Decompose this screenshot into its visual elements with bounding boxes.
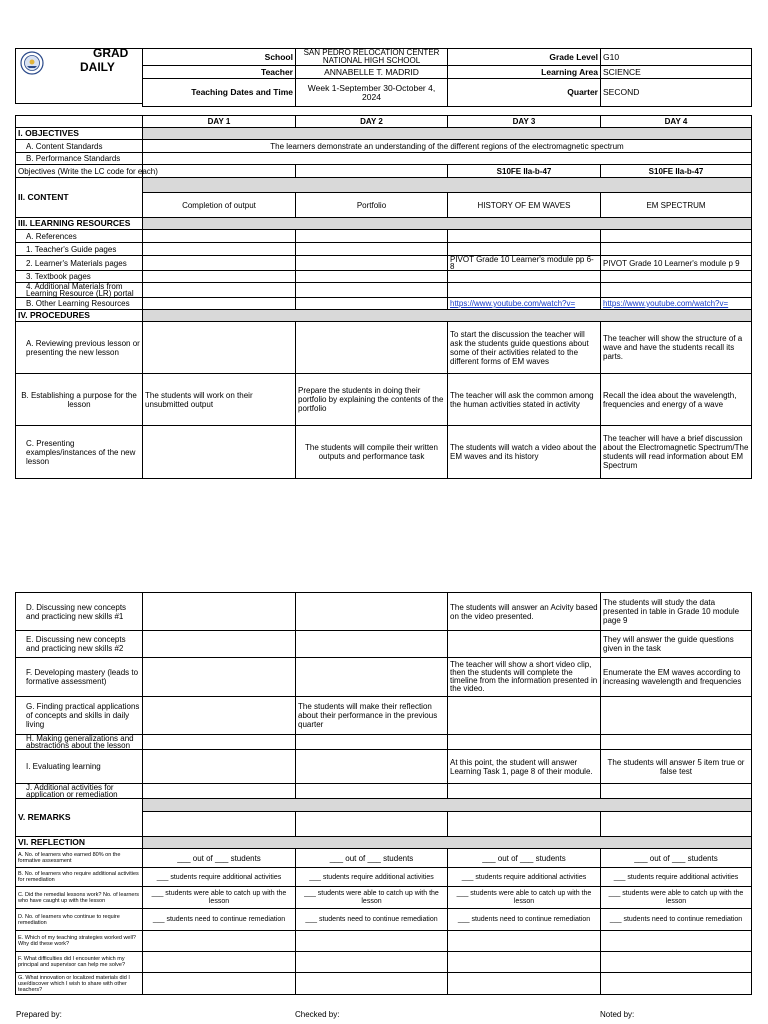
procedure-b-day4: Recall the idea about the wavelength, frequencies and energy of a wave xyxy=(601,374,752,426)
reflection-heading: VI. REFLECTION xyxy=(16,837,143,849)
reflection-a-day3: ___ out of ___ students xyxy=(448,849,601,868)
other-resources-link-day4[interactable]: https://www.youtube.com/watch?v= xyxy=(601,298,752,310)
other-resources-link-day3[interactable]: https://www.youtube.com/watch?v= xyxy=(448,298,601,310)
procedure-g-day2: The students will make their reflection about their performance in the previous quarter xyxy=(296,697,448,735)
procedure-e-label: E. Discussing new concepts and practicing new skills #2 xyxy=(16,631,143,658)
day2-header: DAY 2 xyxy=(296,116,448,128)
grade-level-label: Grade Level xyxy=(448,49,601,66)
content-day3: HISTORY OF EM WAVES xyxy=(448,193,601,218)
lc-code-label: Objectives (Write the LC code for each) xyxy=(16,165,143,178)
procedure-b-day2: Prepare the students in doing their portfolio by explaining the contents of the portfolio xyxy=(296,374,448,426)
reflection-d-day4: ___ students need to continue remediation xyxy=(601,909,752,931)
day3-header: DAY 3 xyxy=(448,116,601,128)
header-frame xyxy=(15,48,143,104)
school-label: School xyxy=(143,49,296,66)
reflection-c-day1: ___ students were able to catch up with the lesson xyxy=(143,887,296,909)
procedure-d-day3: The students will answer an Acivity based on the video presented. xyxy=(448,593,601,631)
procedure-j-label: J. Additional activities for application or remediation xyxy=(16,784,143,799)
procedure-c-day2: The students will compile their written outputs and performance task xyxy=(296,426,448,479)
content-day2: Portfolio xyxy=(296,193,448,218)
objectives-heading: I. OBJECTIVES xyxy=(16,128,143,140)
procedure-i-label: I. Evaluating learning xyxy=(16,750,143,784)
remarks-heading: V. REMARKS xyxy=(16,799,143,837)
procedures-heading: IV. PROCEDURES xyxy=(16,310,143,322)
learning-area-value: SCIENCE xyxy=(601,66,752,79)
reflection-c-day4: ___ students were able to catch up with the lesson xyxy=(601,887,752,909)
content-standards-label: A. Content Standards xyxy=(16,140,143,153)
reflection-c-day3: ___ students were able to catch up with the lesson xyxy=(448,887,601,909)
grade-level-value: G10 xyxy=(601,49,752,66)
learners-materials-day3: PIVOT Grade 10 Learner's module pp 6-8 xyxy=(448,256,601,271)
day1-header: DAY 1 xyxy=(143,116,296,128)
procedure-c-day3: The students will watch a video about the EM waves and its history xyxy=(448,426,601,479)
reflection-a-label: A. No. of learners who earned 80% on the formative assessment xyxy=(16,849,143,868)
reflection-c-day2: ___ students were able to catch up with the lesson xyxy=(296,887,448,909)
procedure-d-label: D. Discussing new concepts and practicing new skills #1 xyxy=(16,593,143,631)
school-value: SAN PEDRO RELOCATION CENTER NATIONAL HIGH SCHOOL xyxy=(296,49,448,66)
procedure-c-day4: The teacher will have a brief discussion about the Electromagnetic Spectrum/The students will read information about EM Spectrum xyxy=(601,426,752,479)
reflection-a-day1: ___ out of ___ students xyxy=(143,849,296,868)
procedure-a-label: A. Reviewing previous lesson or presenting the new lesson xyxy=(16,322,143,374)
procedure-h-label: H. Making generalizations and abstractions about the lesson xyxy=(16,735,143,750)
procedure-a-day3: To start the discussion the teacher will ask the students guide questions about some of their activities related to the different forms of EM waves xyxy=(448,322,601,374)
teacher-label: Teacher xyxy=(143,66,296,79)
teaching-dates-value: Week 1-September 30-October 4, 2024 xyxy=(296,79,448,107)
reflection-d-day2: ___ students need to continue remediation xyxy=(296,909,448,931)
procedure-b-label: B. Establishing a purpose for the lesson xyxy=(16,374,143,426)
learners-materials-day4: PIVOT Grade 10 Learner's module p 9 xyxy=(601,256,752,271)
content-day1: Completion of output xyxy=(143,193,296,218)
lc-code-day4: S10FE IIa-b-47 xyxy=(601,165,752,178)
textbook-pages-label: 3. Textbook pages xyxy=(16,271,143,283)
procedure-i-day4: The students will answer 5 item true or false test xyxy=(601,750,752,784)
procedure-f-label: F. Developing mastery (leads to formative assessment) xyxy=(16,658,143,697)
reflection-a-day2: ___ out of ___ students xyxy=(296,849,448,868)
teaching-dates-label: Teaching Dates and Time xyxy=(143,79,296,107)
reflection-e-label: E. Which of my teaching strategies worked well? Why did these work? xyxy=(16,931,143,952)
reflection-a-day4: ___ out of ___ students xyxy=(601,849,752,868)
noted-by-label: Noted by: xyxy=(600,1010,635,1019)
teachers-guide-label: 1. Teacher's Guide pages xyxy=(16,243,143,256)
lc-code-day3: S10FE IIa-b-47 xyxy=(448,165,601,178)
reflection-b-day3: ___ students require additional activities xyxy=(448,868,601,887)
content-heading: II. CONTENT xyxy=(16,178,143,218)
reflection-b-day4: ___ students require additional activities xyxy=(601,868,752,887)
procedure-e-day4: They will answer the guide questions given in the task xyxy=(601,631,752,658)
lesson-plan-table-page2 xyxy=(15,592,752,995)
procedure-i-day3: At this point, the student will answer Learning Task 1, page 8 of their module. xyxy=(448,750,601,784)
procedure-d-day4: The students will study the data presented in table in Grade 10 module page 9 xyxy=(601,593,752,631)
reflection-b-day2: ___ students require additional activities xyxy=(296,868,448,887)
learning-resources-heading: III. LEARNING RESOURCES xyxy=(16,218,143,230)
procedure-a-day4: The teacher will show the structure of a wave and have the students recall its parts. xyxy=(601,322,752,374)
procedure-f-day3: The teacher will show a short video clip, then the students will complete the timeline from the information presented in the video. xyxy=(448,658,601,697)
prepared-by-label: Prepared by: xyxy=(16,1010,62,1019)
quarter-label: Quarter xyxy=(448,79,601,107)
form-title-line1: GRAD xyxy=(93,46,129,60)
form-title-line2: DAILY xyxy=(80,60,115,74)
reflection-d-day3: ___ students need to continue remediation xyxy=(448,909,601,931)
reflection-c-label: C. Did the remedial lessons work? No. of learners who have caught up with the lesson xyxy=(16,887,143,909)
procedure-b-day3: The teacher will ask the common among the human activities stated in activity xyxy=(448,374,601,426)
quarter-value: SECOND xyxy=(601,79,752,107)
reflection-d-day1: ___ students need to continue remediation xyxy=(143,909,296,931)
day4-header: DAY 4 xyxy=(601,116,752,128)
references-label: A. References xyxy=(16,230,143,243)
reflection-f-label: F. What difficulties did I encounter which my principal and supervisor can help me solve? xyxy=(16,952,143,973)
content-standards-value: The learners demonstrate an understanding of the different regions of the electromagnetic spectrum xyxy=(143,140,752,153)
teacher-value: ANNABELLE T. MADRID xyxy=(296,66,448,79)
checked-by-label: Checked by: xyxy=(295,1010,340,1019)
additional-materials-label: 4. Additional Materials from Learning Resource (LR) portal xyxy=(16,283,143,298)
procedure-f-day4: Enumerate the EM waves according to increasing wavelength and frequencies xyxy=(601,658,752,697)
procedure-c-label: C. Presenting examples/instances of the new lesson xyxy=(16,426,143,479)
content-day4: EM SPECTRUM xyxy=(601,193,752,218)
reflection-b-day1: ___ students require additional activities xyxy=(143,868,296,887)
other-resources-label: B. Other Learning Resources xyxy=(16,298,143,310)
header-table xyxy=(142,48,752,107)
performance-standards-label: B. Performance Standards xyxy=(16,153,143,165)
learning-area-label: Learning Area xyxy=(448,66,601,79)
reflection-d-label: D. No. of learners who continue to require remediation xyxy=(16,909,143,931)
reflection-g-label: G. What innovation or localized materials did I use/discover which I wish to share with other teachers? xyxy=(16,973,143,995)
reflection-b-label: B. No. of learners who require additional activities for remediation xyxy=(16,868,143,887)
procedure-g-label: G. Finding practical applications of concepts and skills in daily living xyxy=(16,697,143,735)
learners-materials-label: 2. Learner's Materials pages xyxy=(16,256,143,271)
lesson-plan-table-page1 xyxy=(15,115,752,479)
procedure-b-day1: The students will work on their unsubmitted output xyxy=(143,374,296,426)
